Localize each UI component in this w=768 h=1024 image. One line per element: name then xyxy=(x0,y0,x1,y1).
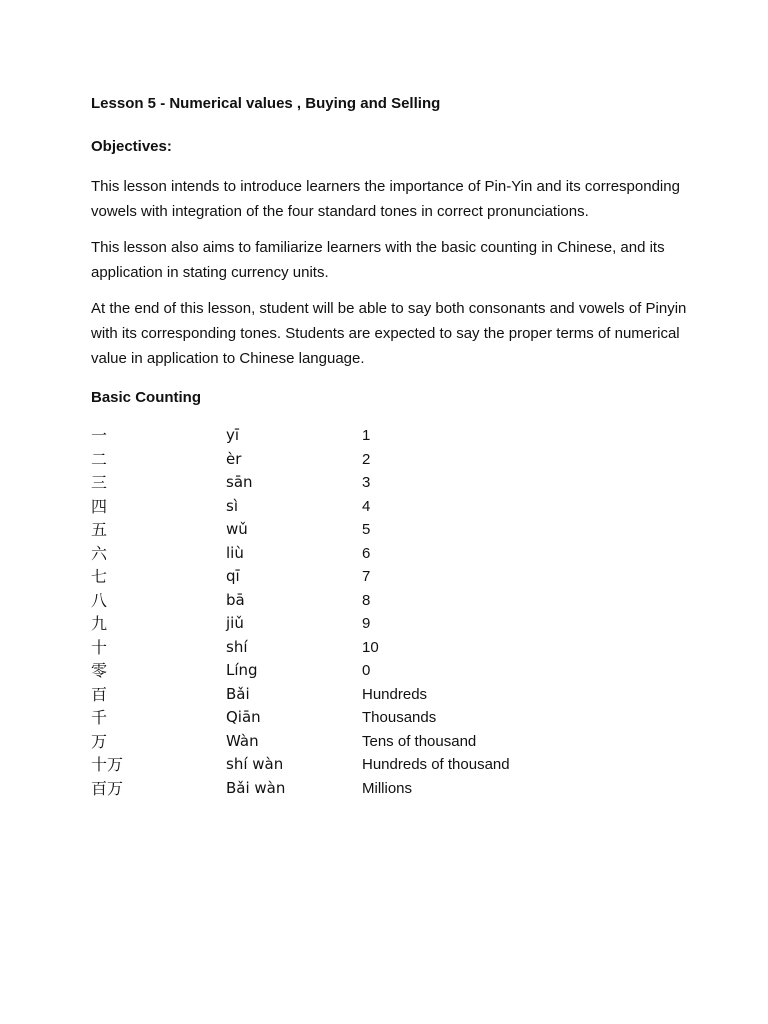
table-row xyxy=(91,683,562,707)
numeric-value: 9 xyxy=(362,615,371,632)
numeric-value: Millions xyxy=(362,779,413,797)
chinese-character: 百万 xyxy=(91,778,124,798)
numeric-value: 1 xyxy=(362,427,371,444)
numeric-value: 0 xyxy=(362,662,371,679)
table-row xyxy=(91,730,562,754)
chinese-character: 万 xyxy=(91,731,108,751)
paragraph-intro: This lesson intends to introduce learners the importance of Pin-Yin and its corresponding vowels with integration of the four standard tones in correct pronunciations. xyxy=(91,178,680,220)
table-row xyxy=(91,753,562,777)
numeric-value: 10 xyxy=(362,638,379,656)
numeric-value: 4 xyxy=(362,497,371,515)
table-row xyxy=(91,542,562,566)
chinese-character: 二 xyxy=(91,449,108,469)
numeric-value: Hundreds of thousand xyxy=(362,756,510,773)
numeric-value: Tens of thousand xyxy=(362,732,477,750)
chinese-character: 一 xyxy=(91,426,108,445)
pinyin: jiǔ xyxy=(226,614,244,632)
numeric-value: 5 xyxy=(362,521,371,538)
chinese-character: 八 xyxy=(91,590,108,610)
pinyin: Wàn xyxy=(226,731,259,750)
objectives-heading: Objectives: xyxy=(91,138,172,155)
counting-table xyxy=(91,424,562,800)
numeric-value: 8 xyxy=(362,591,371,609)
document-page xyxy=(91,92,691,800)
chinese-character: 十万 xyxy=(91,755,124,774)
numeric-value: Thousands xyxy=(362,709,437,726)
chinese-character: 百 xyxy=(91,684,108,704)
table-row xyxy=(91,471,562,495)
pinyin: Líng xyxy=(226,661,258,679)
basic-counting-heading: Basic Counting xyxy=(91,389,202,406)
chinese-character: 千 xyxy=(91,708,108,727)
pinyin: shí wàn xyxy=(226,755,284,773)
table-row xyxy=(91,424,562,448)
lesson-title: Lesson 5 - Numerical values , Buying and Selling xyxy=(91,95,441,112)
pinyin: qī xyxy=(226,567,240,585)
pinyin: yī xyxy=(226,426,240,444)
numeric-value: 6 xyxy=(362,544,371,562)
pinyin: Bǎi wàn xyxy=(226,778,286,797)
chinese-character: 四 xyxy=(91,496,108,516)
numeric-value: 2 xyxy=(362,450,371,468)
table-row xyxy=(91,589,562,613)
chinese-character: 三 xyxy=(91,473,108,492)
counting-table-body xyxy=(91,424,562,800)
numeric-value: Hundreds xyxy=(362,685,428,703)
paragraph-outcomes: At the end of this lesson, student will be able to say both consonants and vowels of Pinyin with its corresponding tones. Students are expected to say the proper terms of numerical value in application to Chinese language. xyxy=(91,300,687,367)
table-row xyxy=(91,448,562,472)
pinyin: èr xyxy=(226,449,242,468)
table-row xyxy=(91,636,562,660)
table-row xyxy=(91,518,562,542)
table-row xyxy=(91,612,562,636)
pinyin: Bǎi xyxy=(226,684,250,703)
table-row xyxy=(91,777,562,801)
chinese-character: 零 xyxy=(91,661,108,680)
numeric-value: 7 xyxy=(362,568,371,585)
paragraph-aims: This lesson also aims to familiarize learners with the basic counting in Chinese, and its application in stating currency units. xyxy=(91,239,665,281)
table-row xyxy=(91,706,562,730)
chinese-character: 十 xyxy=(91,637,108,657)
chinese-character: 九 xyxy=(91,614,108,633)
table-row xyxy=(91,565,562,589)
pinyin: shí xyxy=(226,637,248,656)
pinyin: wǔ xyxy=(226,520,248,538)
chinese-character: 七 xyxy=(91,567,108,586)
pinyin: Qiān xyxy=(226,708,261,726)
chinese-character: 六 xyxy=(91,543,108,563)
table-row xyxy=(91,659,562,683)
pinyin: liù xyxy=(226,543,244,562)
chinese-character: 五 xyxy=(91,520,108,539)
pinyin: sì xyxy=(226,496,238,515)
numeric-value: 3 xyxy=(362,474,371,491)
pinyin: bā xyxy=(226,590,245,609)
table-row xyxy=(91,495,562,519)
pinyin: sān xyxy=(226,473,253,491)
